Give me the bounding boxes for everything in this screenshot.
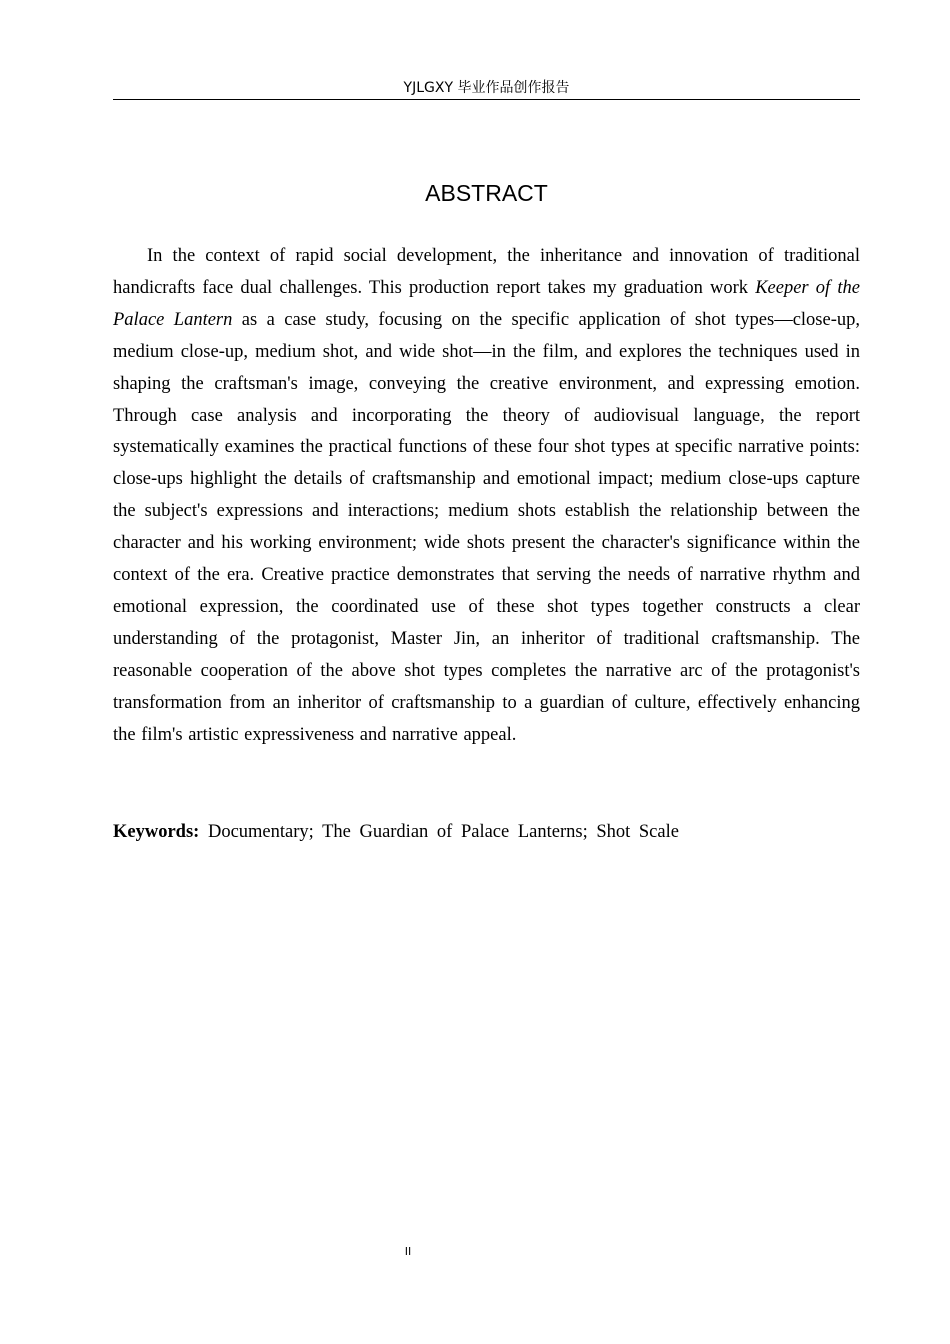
running-header: YJLGXY 毕业作品创作报告 — [403, 80, 570, 96]
keywords-label: Keywords: — [113, 822, 200, 842]
abstract-paragraph — [113, 241, 860, 752]
keywords-value: Documentary; The Guardian of Palace Lanterns; Shot Scale — [207, 822, 679, 842]
abstract-text-main: as a case study, focusing on the specific application of shot types—close-up, medium close-up, medium shot, and wide shot—in the film, and explores the techniques used in shaping the craftsman's image, conveying the creative environment, and expressing emotion. Through case analysis and incorporating the theory of audiovisual language, the report systematically examines the practical functions of these four shot types at specific narrative points: close-ups highlight the details of craftsmanship and emotional impact; medium close-ups capture the subject's expressions and interactions; medium shots establish the relationship between the character and his working environment; wide shots present the character's significance within the context of the era. Creative practice demonstrates that serving the needs of narrative rhythm and emotional expression, the coordinated use of these shot types together constructs a clear understanding of the protagonist, Master Jin, an inheritor of traditional craftsmanship. The reasonable cooperation of the above shot types completes the narrative arc of the protagonist's transformation from an inheritor of craftsmanship to a guardian of culture, effectively enhancing the film's artistic expressiveness and narrative appeal. — [113, 309, 860, 745]
keywords-line — [113, 816, 860, 848]
header-divider — [113, 99, 860, 100]
work-title: Keeper of the Palace Lantern — [113, 277, 860, 330]
abstract-text-intro: In the context of rapid social development, the inheritance and innovation of traditional handicrafts face dual challenges. This production report takes my graduation work — [113, 246, 860, 298]
page-number: II — [404, 1245, 412, 1258]
abstract-heading: ABSTRACT — [425, 180, 548, 206]
